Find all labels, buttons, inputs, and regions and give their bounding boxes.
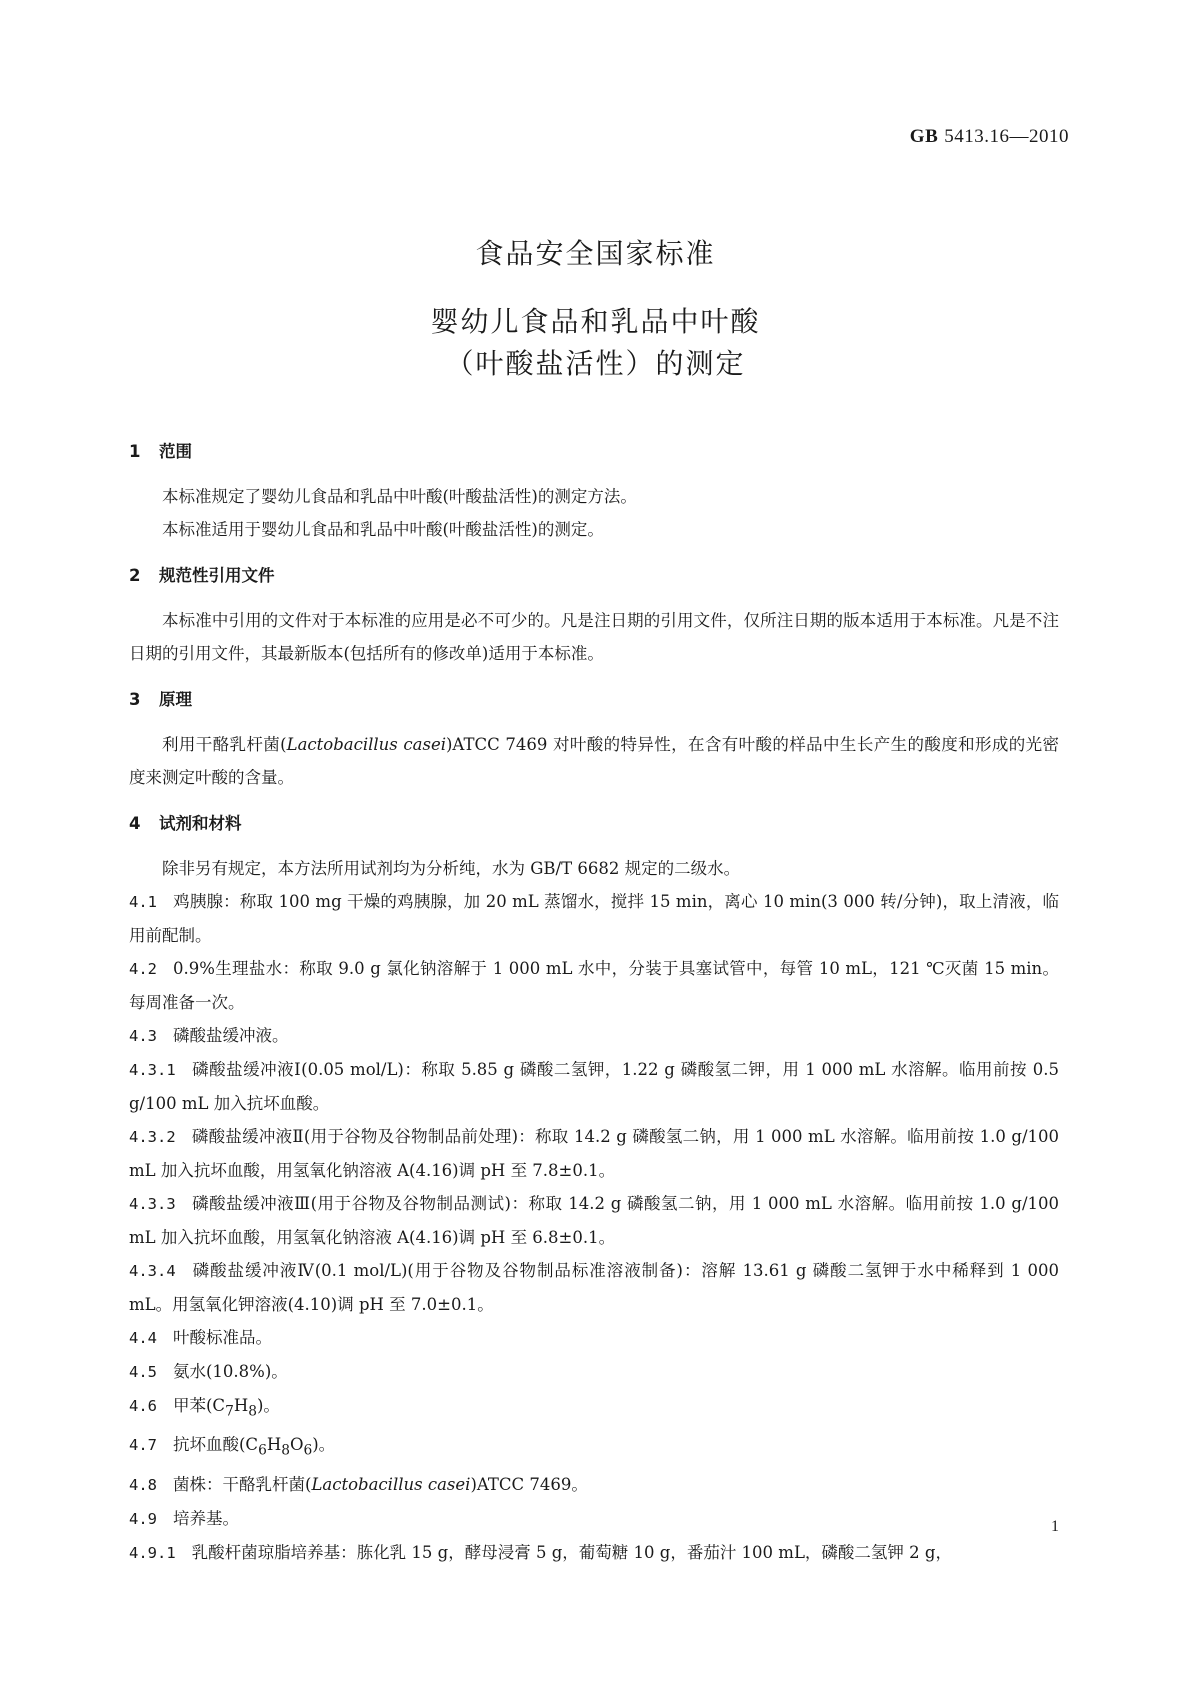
- clause-4-1: 4.1 鸡胰腺：称取 100 mg 干燥的鸡胰腺，加 20 mL 蒸馏水，搅拌 15 min，离心 10 min(3 000 转/分钟)，取上清液，临用前配制。: [129, 892, 1059, 945]
- page-number: 1: [1051, 1518, 1059, 1535]
- section-number: 2: [129, 566, 141, 585]
- document-body: [129, 440, 1059, 1570]
- clause-4-5: 4.5 氨水(10.8%)。: [129, 1362, 288, 1381]
- clause-4-7: 4.7 抗坏血酸$(C_6H_8O_6)$。: [129, 1435, 336, 1459]
- standard-prefix: GB: [909, 126, 939, 147]
- clause-4-3: 4.3 磷酸盐缓冲液。: [129, 1026, 289, 1045]
- paragraph: 利用干酪乳杆菌(Lactobacillus casei)ATCC 7469 对叶酸的特异性，在含有叶酸的样品中生长产生的酸度和形成的光密度来测定叶酸的含量。: [129, 735, 1060, 787]
- species-name: Lactobacillus casei: [286, 735, 446, 754]
- clause-4-9: 4.9 培养基。: [129, 1508, 239, 1528]
- document-subtitle-line1: 婴幼儿食品和乳品中叶酸: [430, 305, 761, 338]
- section-number: 3: [129, 690, 141, 709]
- paragraph: 除非另有规定，本方法所用试剂均为分析纯，水为 GB/T 6682 规定的二级水。: [162, 859, 741, 878]
- section-heading-normative-references: [129, 564, 1059, 588]
- section-title: 规范性引用文件: [159, 566, 275, 585]
- section-title: 范围: [159, 442, 192, 461]
- section-heading-principle: [129, 688, 1059, 712]
- standard-code: 5413.16—2010: [944, 126, 1069, 147]
- section-number: 4: [129, 814, 141, 833]
- clause-4-8: 4.8 菌株：干酪乳杆菌(Lactobacillus casei)ATCC 7469。: [129, 1474, 588, 1494]
- clause-4-2: 4.2 0.9%生理盐水：称取 9.0 g 氯化钠溶解于 1 000 mL 水中，分装于具塞试管中，每管 10 mL，121 ℃灭菌 15 min。每周准备一次。: [129, 959, 1059, 1012]
- clause-4-3-2: 4.3.2 磷酸盐缓冲液Ⅱ(用于谷物及谷物制品前处理)：称取 14.2 g 磷酸氢二钠，用 1 000 mL 水溶解。临用前按 1.0 g/100 mL 加入抗坏血酸，用氢氧化钠溶液 A(4.16)调 pH 至 7.8±0.1。: [129, 1127, 1059, 1180]
- paragraph: 本标准中引用的文件对于本标准的应用是必不可少的。凡是注日期的引用文件，仅所注日期的版本适用于本标准。凡是不注日期的引用文件，其最新版本(包括所有的修改单)适用于本标准。: [129, 611, 1059, 663]
- document-title: 食品安全国家标准: [475, 237, 716, 270]
- document-subtitle-line2: （叶酸盐活性）的测定: [445, 347, 746, 380]
- paragraph: 本标准适用于婴幼儿食品和乳品中叶酸(叶酸盐活性)的测定。: [162, 520, 604, 539]
- section-heading-reagents: [129, 812, 1059, 836]
- standard-number: [910, 126, 1069, 148]
- clause-4-9-1: 4.9.1 乳酸杆菌琼脂培养基：胨化乳 15 g，酵母浸膏 5 g，葡萄糖 10 g，番茄汁 100 mL，磷酸二氢钾 2 g，: [129, 1542, 952, 1562]
- paragraph: 本标准规定了婴幼儿食品和乳品中叶酸(叶酸盐活性)的测定方法。: [162, 487, 637, 506]
- section-heading-scope: [129, 440, 1059, 464]
- section-number: 1: [129, 442, 141, 461]
- clause-4-4: 4.4 叶酸标准品。: [129, 1328, 272, 1347]
- section-title: 原理: [159, 690, 192, 709]
- clause-4-6: 4.6 甲苯$(C_7H_8)$。: [129, 1396, 280, 1420]
- clause-4-3-3: 4.3.3 磷酸盐缓冲液Ⅲ(用于谷物及谷物制品测试)：称取 14.2 g 磷酸氢二钠，用 1 000 mL 水溶解。临用前按 1.0 g/100 mL 加入抗坏血酸，用氢氧化钠溶液 A(4.16)调 pH 至 6.8±0.1。: [129, 1194, 1059, 1247]
- clause-4-3-4: 4.3.4 磷酸盐缓冲液Ⅳ(0.1 mol/L)(用于谷物及谷物制品标准溶液制备)：溶解 13.61 g 磷酸二氢钾于水中稀释到 1 000 mL。用氢氧化钾溶液(4.10)调 pH 至 7.0±0.1。: [129, 1261, 1059, 1314]
- section-title: 试剂和材料: [159, 814, 242, 833]
- species-name: Lactobacillus casei: [311, 1474, 471, 1494]
- clause-4-3-1: 4.3.1 磷酸盐缓冲液Ⅰ(0.05 mol/L)：称取 5.85 g 磷酸二氢钾，1.22 g 磷酸氢二钾，用 1 000 mL 水溶解。临用前按 0.5 g/100 mL 加入抗坏血酸。: [129, 1060, 1059, 1113]
